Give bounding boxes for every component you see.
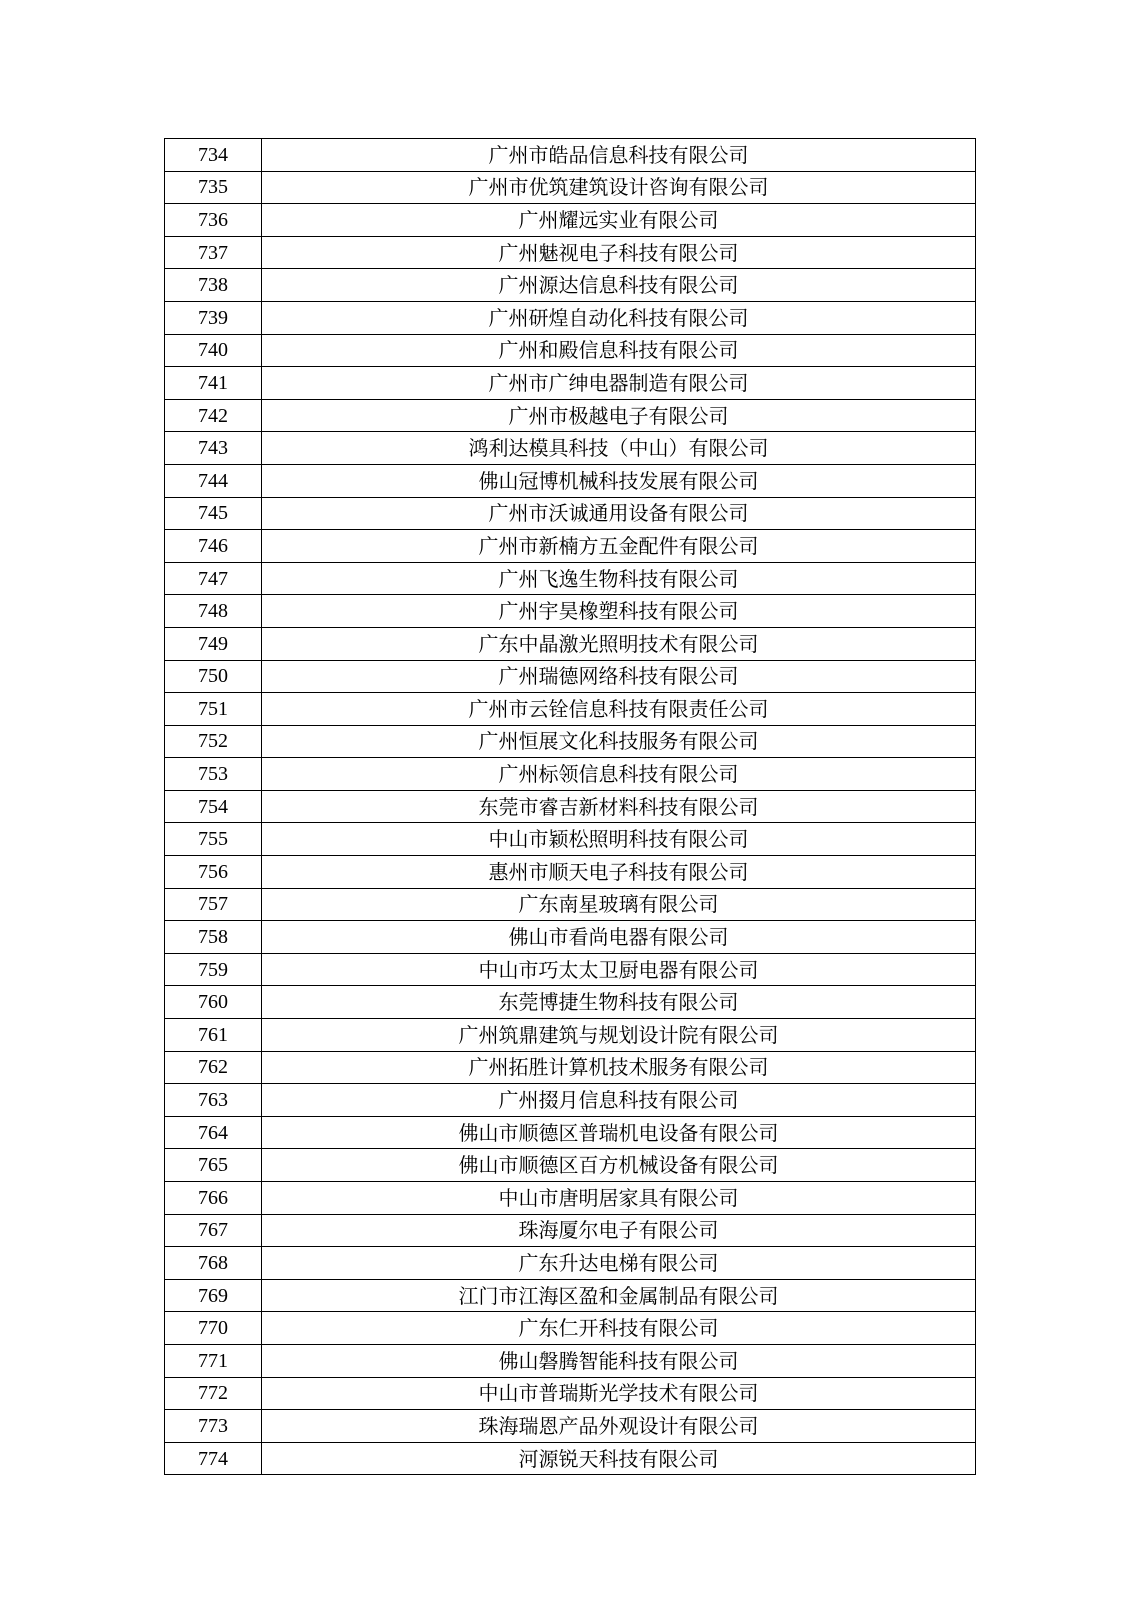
row-number: 748 [165,595,262,628]
table-row [165,1084,976,1117]
row-number: 760 [165,986,262,1019]
table-row [165,334,976,367]
row-number: 766 [165,1182,262,1215]
table-row [165,823,976,856]
table-row [165,1442,976,1475]
row-number: 755 [165,823,262,856]
table-row [165,399,976,432]
company-name: 佛山市看尚电器有限公司 [262,921,976,954]
company-name: 广东升达电梯有限公司 [262,1247,976,1280]
row-number: 740 [165,334,262,367]
row-number: 767 [165,1214,262,1247]
company-name: 佛山市顺德区百方机械设备有限公司 [262,1149,976,1182]
table-row [165,562,976,595]
table-row [165,693,976,726]
row-number: 751 [165,693,262,726]
company-name: 广州耀远实业有限公司 [262,204,976,237]
row-number: 737 [165,236,262,269]
company-name: 广州源达信息科技有限公司 [262,269,976,302]
company-name: 鸿利达模具科技（中山）有限公司 [262,432,976,465]
table-row [165,1019,976,1052]
company-name: 广州研煌自动化科技有限公司 [262,301,976,334]
table-row [165,1312,976,1345]
table-row [165,1279,976,1312]
row-number: 753 [165,758,262,791]
table-row [165,627,976,660]
table-body [165,139,976,1475]
company-name: 中山市普瑞斯光学技术有限公司 [262,1377,976,1410]
row-number: 768 [165,1247,262,1280]
company-name: 中山市巧太太卫厨电器有限公司 [262,953,976,986]
row-number: 763 [165,1084,262,1117]
company-name: 广东南星玻璃有限公司 [262,888,976,921]
company-name: 广州市极越电子有限公司 [262,399,976,432]
company-list-table [164,138,976,1475]
table-row [165,1051,976,1084]
company-name: 江门市江海区盈和金属制品有限公司 [262,1279,976,1312]
row-number: 735 [165,171,262,204]
row-number: 758 [165,921,262,954]
company-name: 广州宇昊橡塑科技有限公司 [262,595,976,628]
table-row [165,1182,976,1215]
row-number: 744 [165,464,262,497]
table-row [165,758,976,791]
company-name: 广东仁开科技有限公司 [262,1312,976,1345]
row-number: 769 [165,1279,262,1312]
company-name: 珠海厦尔电子有限公司 [262,1214,976,1247]
row-number: 772 [165,1377,262,1410]
row-number: 754 [165,790,262,823]
table-row [165,856,976,889]
table-row [165,790,976,823]
company-name: 广州市广绅电器制造有限公司 [262,367,976,400]
table-row [165,1149,976,1182]
row-number: 773 [165,1410,262,1443]
company-name: 广州飞逸生物科技有限公司 [262,562,976,595]
company-name: 广州筑鼎建筑与规划设计院有限公司 [262,1019,976,1052]
table-row [165,171,976,204]
company-name: 广州掇月信息科技有限公司 [262,1084,976,1117]
row-number: 745 [165,497,262,530]
row-number: 756 [165,856,262,889]
row-number: 750 [165,660,262,693]
company-name: 中山市唐明居家具有限公司 [262,1182,976,1215]
company-name: 中山市颖松照明科技有限公司 [262,823,976,856]
table-row [165,725,976,758]
company-name: 广州魅视电子科技有限公司 [262,236,976,269]
company-name: 东莞博捷生物科技有限公司 [262,986,976,1019]
table-row [165,1344,976,1377]
company-name: 广州市皓品信息科技有限公司 [262,139,976,172]
company-name: 广州市优筑建筑设计咨询有限公司 [262,171,976,204]
company-name: 广州市新楠方五金配件有限公司 [262,530,976,563]
row-number: 743 [165,432,262,465]
table-row [165,888,976,921]
row-number: 749 [165,627,262,660]
row-number: 774 [165,1442,262,1475]
company-name: 惠州市顺天电子科技有限公司 [262,856,976,889]
company-name: 佛山冠博机械科技发展有限公司 [262,464,976,497]
table-row [165,921,976,954]
table-row [165,204,976,237]
row-number: 770 [165,1312,262,1345]
table-row [165,1377,976,1410]
table-row [165,301,976,334]
table-row [165,464,976,497]
row-number: 739 [165,301,262,334]
company-name: 广州拓胜计算机技术服务有限公司 [262,1051,976,1084]
company-name: 东莞市睿吉新材料科技有限公司 [262,790,976,823]
row-number: 771 [165,1344,262,1377]
row-number: 761 [165,1019,262,1052]
table-row [165,1214,976,1247]
row-number: 742 [165,399,262,432]
row-number: 765 [165,1149,262,1182]
table-row [165,432,976,465]
table-row [165,660,976,693]
table-row [165,1410,976,1443]
company-name: 广州标领信息科技有限公司 [262,758,976,791]
company-name: 广州瑞德网络科技有限公司 [262,660,976,693]
table-row [165,367,976,400]
row-number: 736 [165,204,262,237]
row-number: 741 [165,367,262,400]
row-number: 738 [165,269,262,302]
company-name: 佛山市顺德区普瑞机电设备有限公司 [262,1116,976,1149]
row-number: 759 [165,953,262,986]
table-row [165,1247,976,1280]
table-row [165,595,976,628]
row-number: 746 [165,530,262,563]
row-number: 757 [165,888,262,921]
company-name: 珠海瑞恩产品外观设计有限公司 [262,1410,976,1443]
table-row [165,139,976,172]
company-name: 广东中晶激光照明技术有限公司 [262,627,976,660]
table-row [165,953,976,986]
table-row [165,530,976,563]
table-row [165,236,976,269]
row-number: 734 [165,139,262,172]
table-row [165,1116,976,1149]
table-row [165,986,976,1019]
table-row [165,497,976,530]
company-name: 佛山磐腾智能科技有限公司 [262,1344,976,1377]
row-number: 764 [165,1116,262,1149]
row-number: 747 [165,562,262,595]
company-name: 河源锐天科技有限公司 [262,1442,976,1475]
company-name: 广州恒展文化科技服务有限公司 [262,725,976,758]
company-name: 广州和殿信息科技有限公司 [262,334,976,367]
table-row [165,269,976,302]
company-name: 广州市云铨信息科技有限责任公司 [262,693,976,726]
row-number: 762 [165,1051,262,1084]
company-name: 广州市沃诚通用设备有限公司 [262,497,976,530]
row-number: 752 [165,725,262,758]
